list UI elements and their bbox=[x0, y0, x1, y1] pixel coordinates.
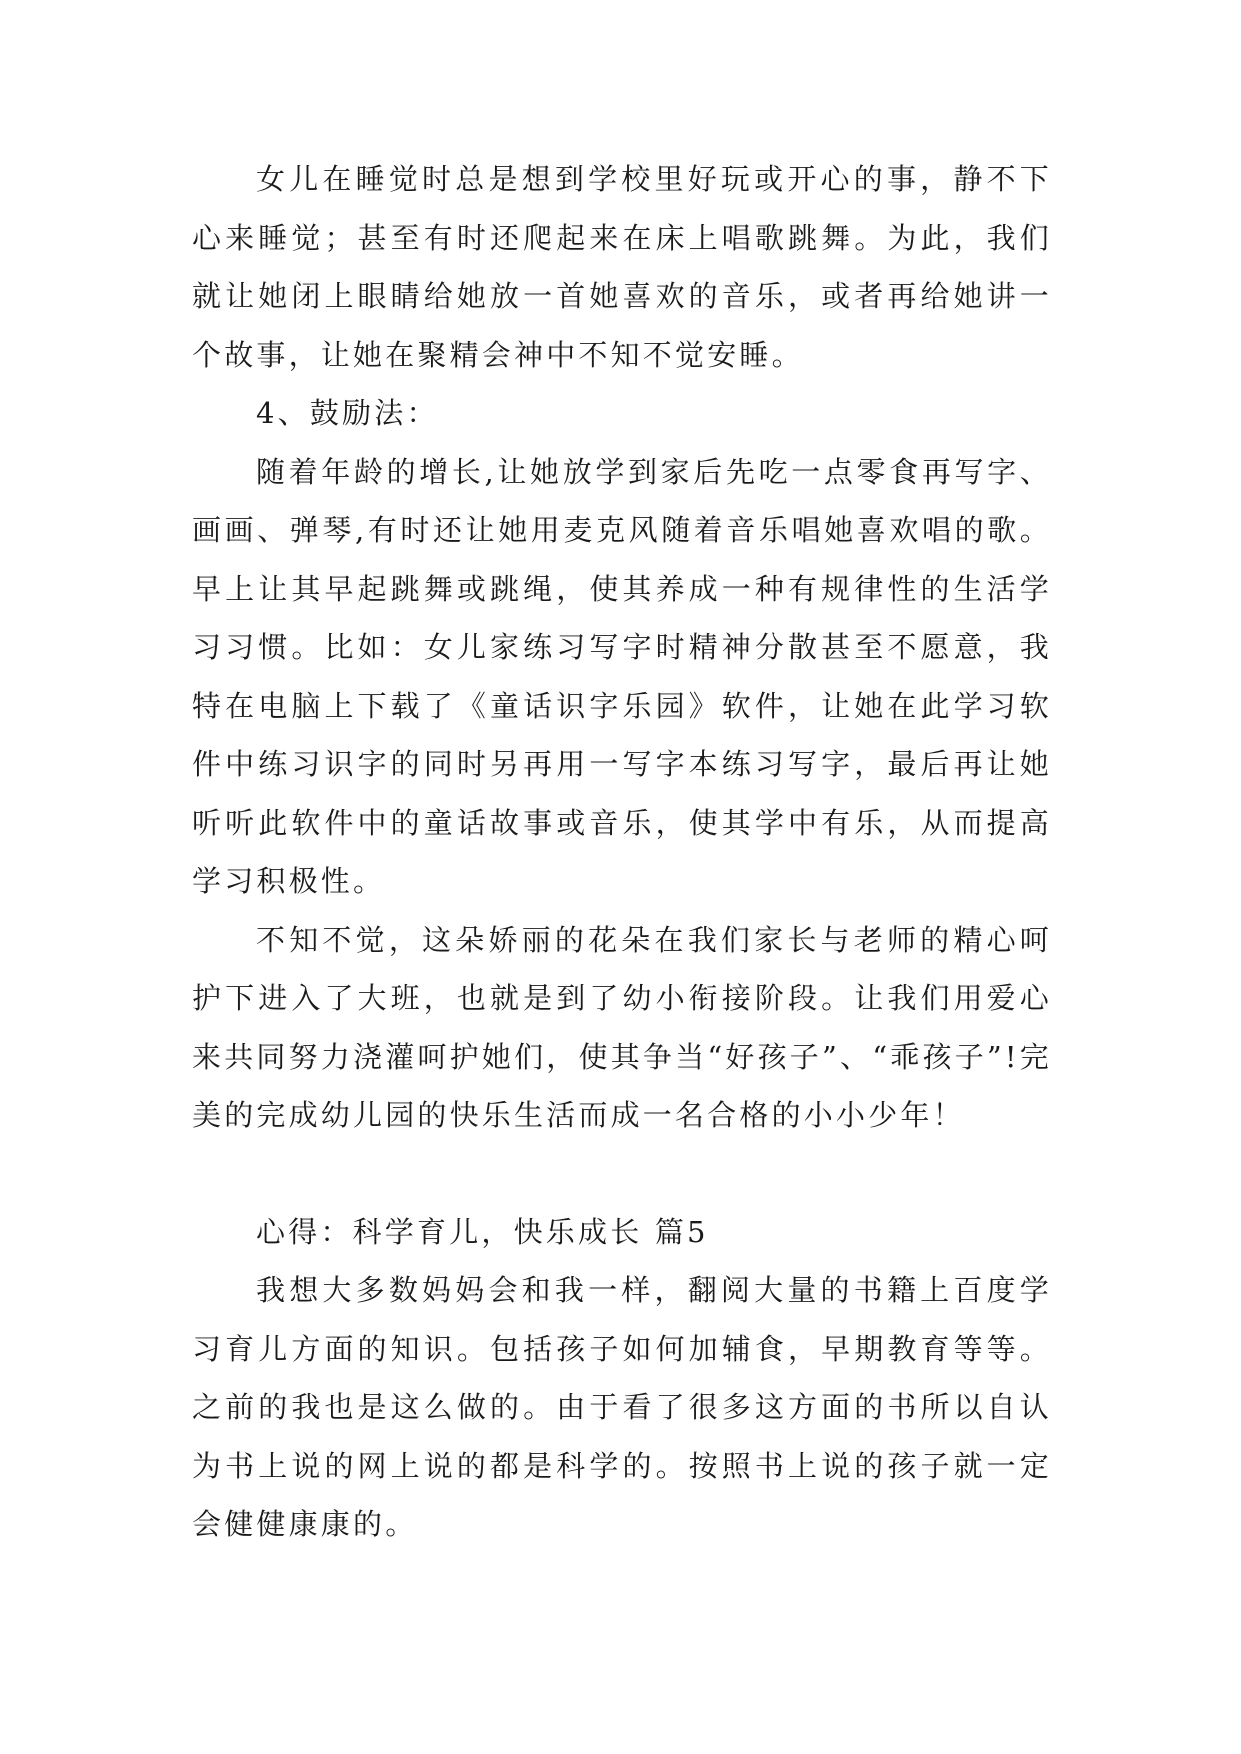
paragraph-parenting-books: 我想大多数妈妈会和我一样，翻阅大量的书籍上百度学习育儿方面的知识。包括孩子如何加辅食，早期教育等等。之前的我也是这么做的。由于看了很多这方面的书所以自认为书上说的网上说的都是科学的。按照书上说的孩子就一定会健健康康的。 bbox=[192, 1273, 1052, 1541]
paragraph-encouragement-heading: 4、鼓励法： bbox=[256, 396, 439, 430]
paragraph-encouragement-method: 随着年龄的增长,让她放学到家后先吃一点零食再写字、画画、弹琴,有时还让她用麦克风随着音乐唱她喜欢唱的歌。早上让其早起跳舞或跳绳，使其养成一种有规律性的生活学习习惯。比如：女儿家练习写字时精神分散甚至不愿意，我特在电脑上下载了《童话识字乐园》软件，让她在此学习软件中练习识字的同时另再用一写字本练习写字，最后再让她听听此软件中的童话故事或音乐，使其学中有乐，从而提高学习积极性。 bbox=[192, 454, 1052, 898]
text-column bbox=[192, 150, 1052, 1554]
paragraph-sleep-music: 女儿在睡觉时总是想到学校里好玩或开心的事，静不下心来睡觉；甚至有时还爬起来在床上唱歌跳舞。为此，我们就让她闭上眼睛给她放一首她喜欢的音乐，或者再给她讲一个故事，让她在聚精会神中不知不觉安睡。 bbox=[192, 162, 1052, 372]
section-spacer bbox=[192, 1145, 1052, 1203]
section-heading: 心得：科学育儿，快乐成长 篇5 bbox=[256, 1214, 709, 1249]
paragraph-kindergarten-transition: 不知不觉，这朵娇丽的花朵在我们家长与老师的精心呵护下进入了大班，也就是到了幼小衔接阶段。让我们用爱心来共同努力浇灌呵护她们，使其争当“好孩子”、“乖孩子”!完美的完成幼儿园的快乐生活而成一名合格的小小少年！ bbox=[192, 922, 1052, 1132]
